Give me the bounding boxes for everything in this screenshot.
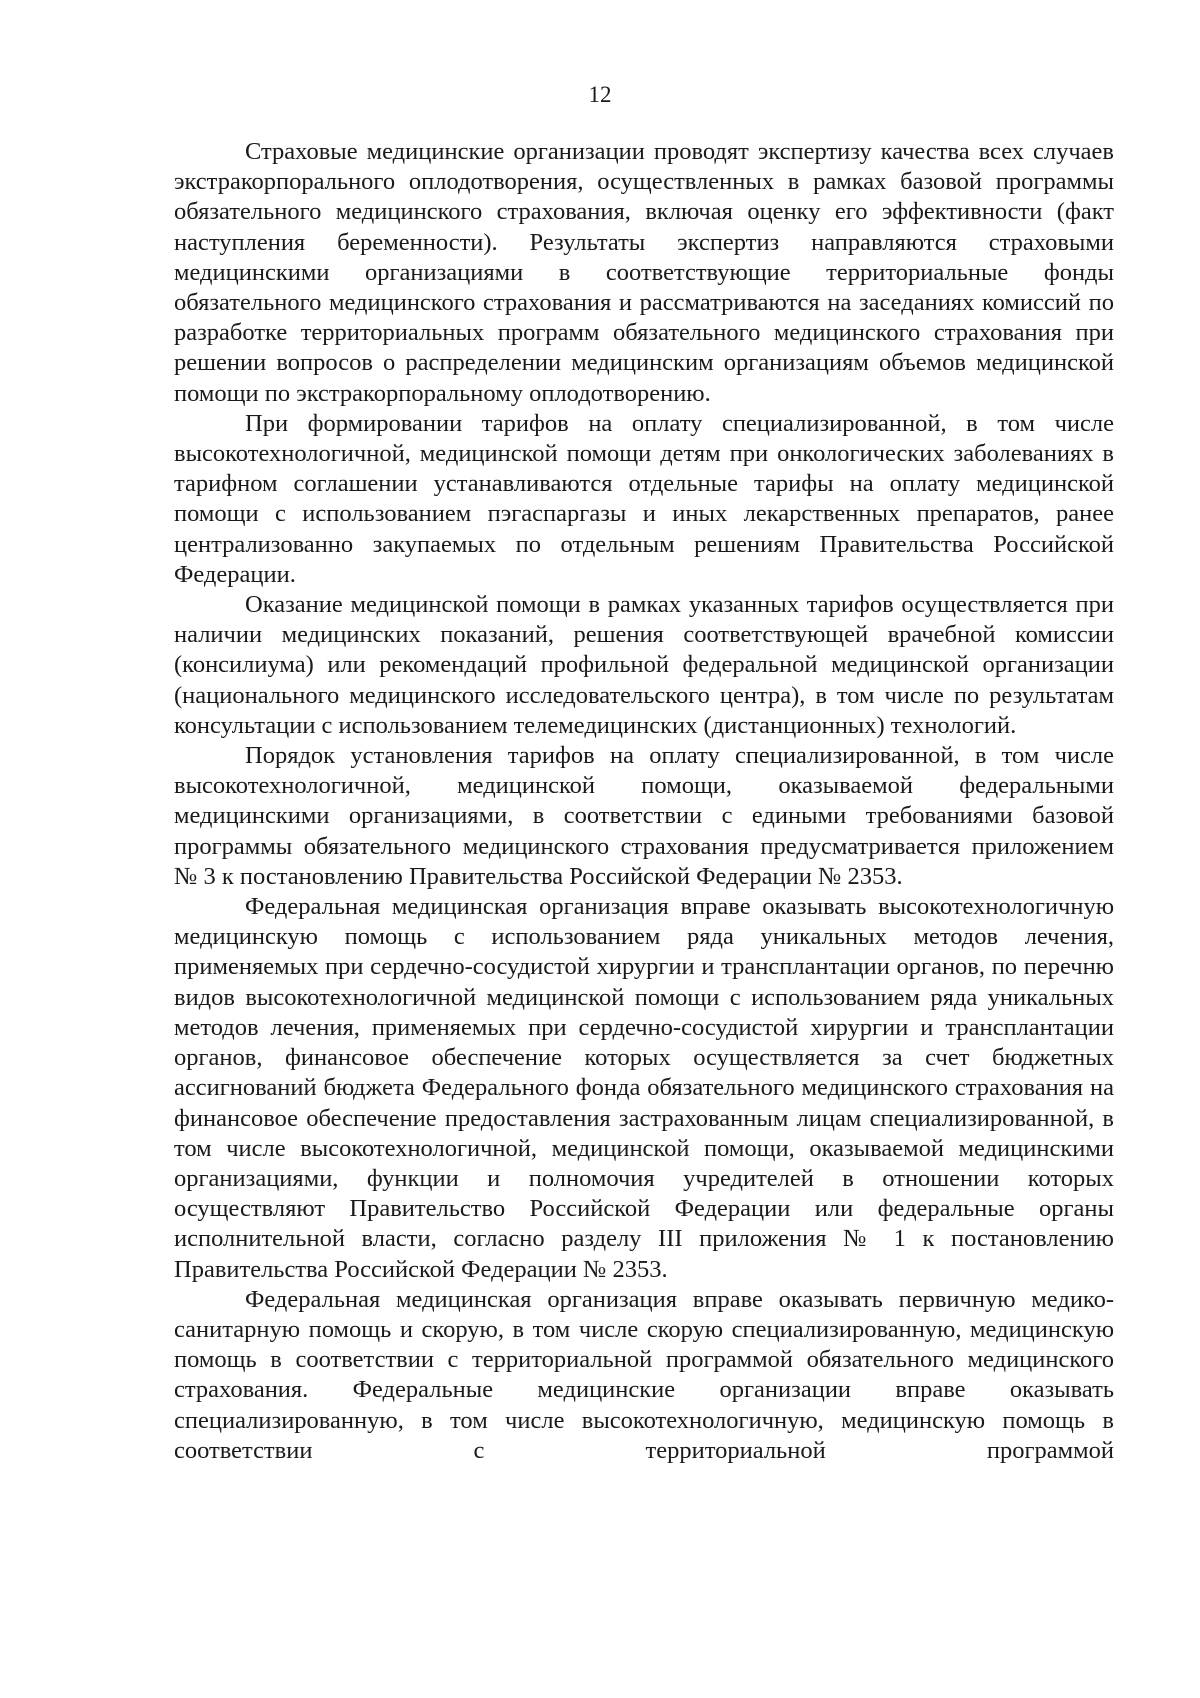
- page-number: 12: [588, 82, 612, 107]
- paragraph-primary-care: Федеральная медицинская организация вправе оказывать первичную медико-санитарную помощь и скорую, в том числе скорую специализированную, медицинскую помощь в соответствии с территориальной программой обязательного медицинского страхования. Федеральные медицинские организации вправе оказывать специализированную, в том числе высокотехнологичную, медицинскую помощь в соответствии с территориальной программой: [174, 1285, 1114, 1464]
- document-body: [174, 137, 1114, 1466]
- paragraph-tariff-conditions: Оказание медицинской помощи в рамках указанных тарифов осуществляется при наличии медицинских показаний, решения соответствующей врачебной комиссии (консилиума) или рекомендаций профильной федеральной медицинской организации (национального медицинского исследовательского центра), в том числе по результатам консультации с использованием телемедицинских (дистанционных) технологий.: [174, 591, 1114, 739]
- paragraph-unique-methods: Федеральная медицинская организация вправе оказывать высокотехнологичную медицинскую помощь с использованием ряда уникальных методов лечения, применяемых при сердечно-сосудистой хирургии и трансплантации органов, по перечню видов высокотехнологичной медицинской помощи с использованием ряда уникальных методов лечения, применяемых при сердечно-сосудистой хирургии и трансплантации органов, финансовое обеспечение которых осуществляется за счет бюджетных ассигнований бюджета Федерального фонда обязательного медицинского страхования на финансовое обеспечение предоставления застрахованным лицам специализированной, в том числе высокотехнологичной, медицинской помощи, оказываемой медицинскими организациями, функции и полномочия учредителей в отношении которых осуществляют Правительство Российской Федерации или федеральные органы исполнительной власти, согласно разделу III приложения № 1 к постановлению Правительства Российской Федерации № 2353.: [174, 893, 1114, 1283]
- paragraph-ivf-expertise: Страховые медицинские организации проводят экспертизу качества всех случаев экстракорпорального оплодотворения, осуществленных в рамках базовой программы обязательного медицинского страхования, включая оценку его эффективности (факт наступления беременности). Результаты экспертиз направляются страховыми медицинскими организациями в соответствующие территориальные фонды обязательного медицинского страхования и рассматриваются на заседаниях комиссий по разработке территориальных программ обязательного медицинского страхования при решении вопросов о распределении медицинским организациям объемов медицинской помощи по экстракорпоральному оплодотворению.: [174, 138, 1114, 407]
- paragraph-federal-tariff-procedure: Порядок установления тарифов на оплату специализированной, в том числе высокотехнологичной, медицинской помощи, оказываемой федеральными медицинскими организациями, в соответствии с едиными требованиями базовой программы обязательного медицинского страхования предусматривается приложением № 3 к постановлению Правительства Российской Федерации № 2353.: [174, 742, 1114, 890]
- paragraph-pediatric-oncology-tariffs: При формировании тарифов на оплату специализированной, в том числе высокотехнологичной, медицинской помощи детям при онкологических заболеваниях в тарифном соглашении устанавливаются отдельные тарифы на оплату медицинской помощи с использованием пэгаспаргазы и иных лекарственных препаратов, ранее централизованно закупаемых по отдельным решениям Правительства Российской Федерации.: [174, 409, 1114, 588]
